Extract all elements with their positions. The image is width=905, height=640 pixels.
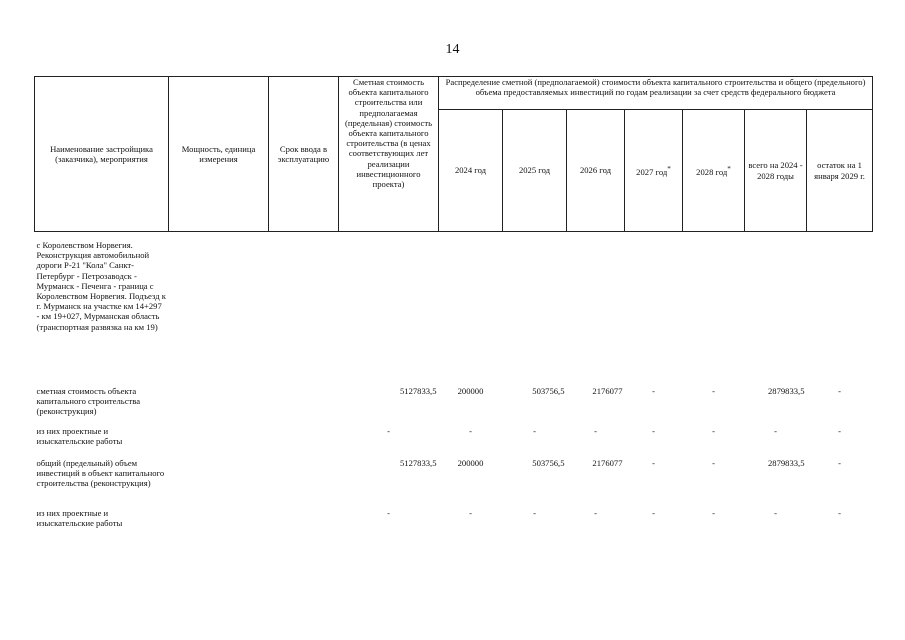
cell-2028: - [712,426,715,436]
row-label: из них проектные и изыскательские работы [36,508,123,529]
cell-remainder: - [838,508,841,518]
cell-2025: - [533,508,536,518]
investment-table [34,76,873,538]
header-2024: 2024 год [439,110,503,232]
table-row [35,386,873,426]
cell-2025: 503756,5 [532,458,565,468]
header-2027-label: 2027 год [636,166,668,177]
cell-2028: - [712,508,715,518]
cell-2028: - [712,458,715,468]
header-name: Наименование застройщика (заказчика), мероприятия [35,77,169,232]
cell-2026: 2176077 [592,458,623,468]
cell-2025: - [533,426,536,436]
cell-cost: 5127833,5 [399,386,437,396]
header-term: Срок ввода в эксплуатацию [269,77,339,232]
cell-total: 2879833,5 [767,386,805,396]
header-2028-label: 2028 год [696,166,728,177]
header-distribution: Распределение сметной (предполагаемой) стоимости объекта капитального строительства и общего (предельного) объема предоставляемых инвестиций по годам реализации за счет средств федерального бюджета [439,77,873,110]
table-row [35,508,873,538]
cell-2025: 503756,5 [532,386,565,396]
table-header [35,77,873,232]
header-total: всего на 2024 - 2028 годы [745,110,807,232]
row-label: сметная стоимость объекта капитального строительства (реконструкция) [36,386,141,417]
cell-remainder: - [838,458,841,468]
table-row [35,426,873,458]
cell-2024: 200000 [457,386,484,396]
cell-2026: - [594,508,597,518]
page-number: 14 [445,42,460,57]
cell-total: - [774,426,777,436]
header-2027 [625,110,683,232]
cell-2024: - [469,426,472,436]
cell-2027: - [652,458,655,468]
cell-2024: - [469,508,472,518]
cell-cost: - [387,426,390,436]
header-2027-footnote: * [667,164,671,173]
cell-2027: - [652,508,655,518]
cell-remainder: - [838,386,841,396]
cell-remainder: - [838,426,841,436]
cell-total: - [774,508,777,518]
cell-cost: 5127833,5 [399,458,437,468]
header-capacity: Мощность, единица измерения [169,77,269,232]
project-description: с Королевством Норвегия. Реконструкция автомобильной дороги Р-21 "Кола" Санкт-Петербург - Петрозаводск - Мурманск - Печенга - граница с Королевством Норвегия. Подъезд к г. Мурманск на участке км 14+297 - км 19+027, Мурманская область (транспортная развязка на км 19) [36,240,166,332]
header-2028-footnote: * [727,164,731,173]
cell-2024: 200000 [457,458,484,468]
cell-2026: 2176077 [592,386,623,396]
header-2026: 2026 год [567,110,625,232]
header-remainder: остаток на 1 января 2029 г. [807,110,873,232]
cell-cost: - [387,508,390,518]
header-cost: Сметная стоимость объекта капитального строительства или предполагаемая (предельная) стоимость объекта капитального строительства (в ценах соответствующих лет реализации инвестиционного проекта) [339,77,439,232]
project-row [35,240,873,386]
cell-2027: - [652,386,655,396]
header-2028 [683,110,745,232]
cell-2028: - [712,386,715,396]
cell-2026: - [594,426,597,436]
table-row [35,458,873,508]
row-label: из них проектные и изыскательские работы [36,426,123,447]
cell-total: 2879833,5 [767,458,805,468]
header-2025: 2025 год [503,110,567,232]
row-label: общий (предельный) объем инвестиций в объект капитального строительства (реконструкция) [36,458,165,489]
cell-2027: - [652,426,655,436]
